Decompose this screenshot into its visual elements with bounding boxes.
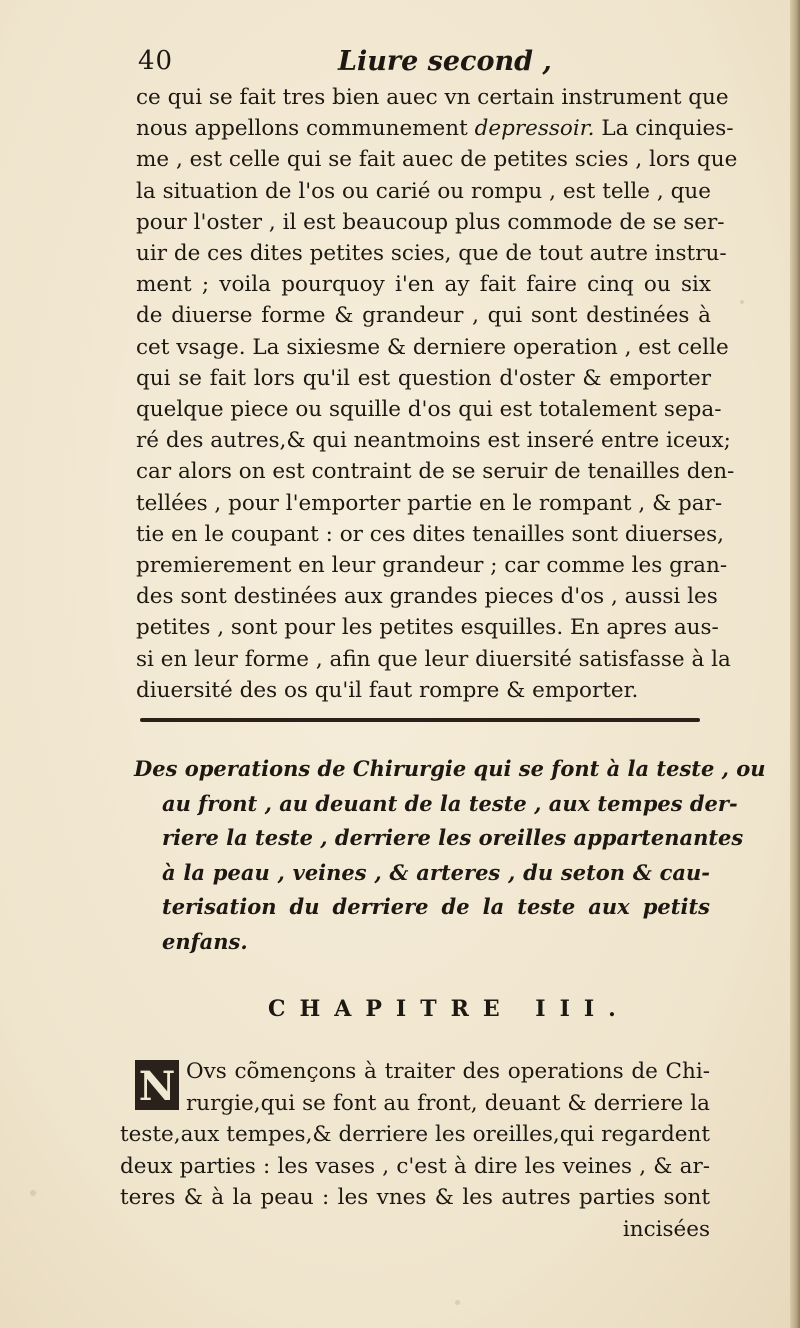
text-line: uir de ces dites petites scies, que de tout autre instru- [136, 241, 727, 267]
text-line: si en leur forme , afin que leur diuersité satisfasse à la [136, 646, 731, 672]
page-edge-shadow [790, 0, 800, 1328]
heading-line: enfans. [162, 928, 248, 954]
text-line: diuersité des os qu'il faut rompre & emporter. [136, 677, 639, 703]
page-number: 40 [138, 46, 174, 76]
text-line: nous appellons communement depressoir. La cinquies- [136, 116, 734, 142]
paragraph-continuation [136, 82, 738, 706]
running-title: Liure second , [338, 46, 552, 77]
text-line: de diuerse forme & grandeur , qui sont destinées à [136, 303, 711, 329]
text-line: deux parties : les vases , c'est à dire les veines , & ar- [120, 1153, 710, 1179]
text-line: premierement en leur grandeur ; car comme les gran- [136, 553, 728, 579]
section-divider-rule [140, 718, 700, 722]
text-line: me , est celle qui se fait auec de petites scies , lors que [136, 147, 738, 173]
paper-speck [740, 300, 744, 304]
section-heading [134, 752, 766, 959]
text-line: tie en le coupant : or ces dites tenailles sont diuerses, [136, 521, 724, 547]
text-line: la situation de l'os ou carié ou rompu , est telle , que [136, 178, 711, 204]
catchword: incisées [622, 1216, 710, 1242]
text-line: ré des autres,& qui neantmoins est inseré entre iceux; [136, 428, 731, 454]
text-line: petites , sont pour les petites esquilles. En apres aus- [136, 615, 719, 641]
paper-speck [30, 1190, 36, 1196]
text-line: pour l'oster , il est beaucoup plus commode de se ser- [136, 209, 725, 235]
text-line: cet vsage. La sixiesme & derniere operation , est celle [136, 334, 729, 360]
ornamental-dropcap: N [135, 1060, 179, 1110]
text-line: Ovs cõmençons à traiter des operations de Chi- [186, 1059, 710, 1084]
text-line: des sont destinées aux grandes pieces d'os , aussi les [136, 584, 718, 610]
text-line: quelque piece ou squille d'os qui est totalement sepa- [136, 397, 722, 423]
text-line: teste,aux tempes,& derriere les oreilles,qui regardent [120, 1122, 710, 1147]
page-header [138, 46, 718, 86]
paper-speck [455, 1300, 460, 1305]
heading-line: terisation du derriere de la teste aux petits [162, 894, 710, 919]
text-line: tellées , pour l'emporter partie en le rompant , & par- [136, 490, 723, 516]
heading-line: Des operations de Chirurgie qui se font à la teste , ou [134, 756, 766, 781]
text-line: ce qui se fait tres bien auec vn certain instrument que [136, 85, 729, 110]
chapter-opening-paragraph [120, 1056, 710, 1245]
chapter-title: CHAPITRE III. [268, 996, 630, 1022]
text-line: rurgie,qui se font au front, deuant & derriere la [186, 1090, 710, 1116]
text-line: teres & à la peau : les vnes & les autres parties sont [120, 1185, 710, 1210]
heading-line: au front , au deuant de la teste , aux tempes der- [162, 790, 738, 816]
heading-line: à la peau , veines , & arteres , du seton & cau- [162, 859, 710, 885]
text-line: car alors on est contraint de se seruir de tenailles den- [136, 459, 735, 485]
text-line: qui se fait lors qu'il est question d'oster & emporter [136, 365, 711, 391]
text-line: ment ; voila pourquoy i'en ay fait faire cinq ou six [136, 272, 711, 298]
heading-line: riere la teste , derriere les oreilles appartenantes [162, 825, 744, 850]
